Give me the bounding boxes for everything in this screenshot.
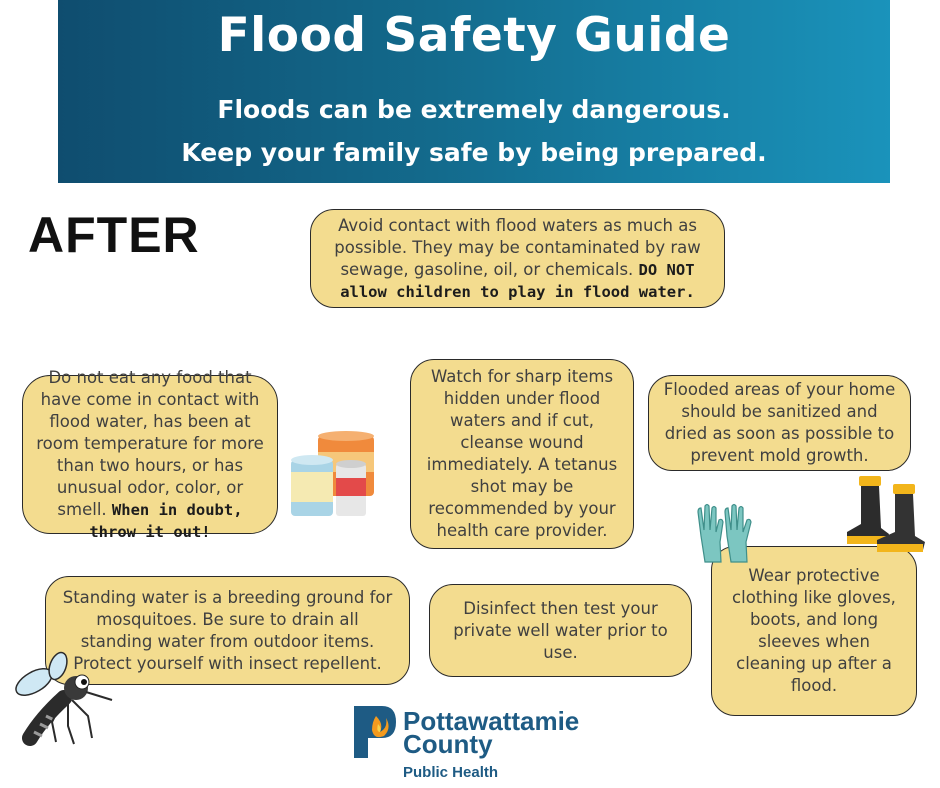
page-title: Flood Safety Guide: [217, 8, 731, 63]
tip-bold-text: DO NOT allow children to play in flood water.: [340, 260, 695, 301]
tip-sanitize-home: [648, 375, 911, 471]
tip-text: Do not eat any food that have come in contact with flood water, has been at room temperature for more than two hours, or has unusual odor, color, or smell.: [36, 367, 264, 519]
tip-text: Disinfect then test your private well water prior to use.: [453, 598, 668, 662]
tip-text: Avoid contact with flood waters as much as possible. They may be contaminated by raw sewage, gasoline, oil, or chemicals.: [334, 215, 701, 279]
canned-food-icon: [288, 430, 380, 522]
subtitle-line-2: Keep your family safe by being prepared.: [181, 138, 767, 167]
county-logo: [354, 700, 624, 782]
tip-text: Wear protective clothing like gloves, boots, and long sleeves when cleaning up after a flood.: [732, 566, 896, 695]
tip-text: Watch for sharp items hidden under flood waters and if cut, cleanse wound immediately. A tetanus shot may be recommended by your health care provider.: [426, 367, 618, 540]
tip-text: Flooded areas of your home should be sanitized and dried as soon as possible to prevent mold growth.: [663, 380, 896, 465]
logo-line-3: Public Health: [403, 764, 499, 781]
gloves-icon: [695, 500, 757, 566]
subtitle-line-1: Floods can be extremely dangerous.: [217, 95, 731, 124]
logo-line-1: Pottawattamie: [403, 706, 580, 736]
boots-icon: [845, 474, 927, 556]
tip-well-water: [429, 584, 692, 677]
tip-food-safety: [22, 367, 278, 541]
tip-text: Standing water is a breeding ground for mosquitoes. Be sure to drain all standing water from outdoor items. Protect yourself with insect repellent.: [62, 587, 393, 673]
header-banner: [58, 0, 890, 183]
tip-protective-clothing: [711, 546, 917, 716]
mosquito-icon: [12, 642, 116, 748]
section-heading: AFTER: [28, 207, 200, 263]
tip-bold-text: When in doubt, throw it out!: [89, 500, 243, 541]
tip-flood-water-contact: [310, 209, 725, 308]
county-flame-logo-icon: [354, 702, 398, 762]
logo-line-2: County: [403, 729, 493, 759]
tip-sharp-items: [410, 359, 634, 549]
